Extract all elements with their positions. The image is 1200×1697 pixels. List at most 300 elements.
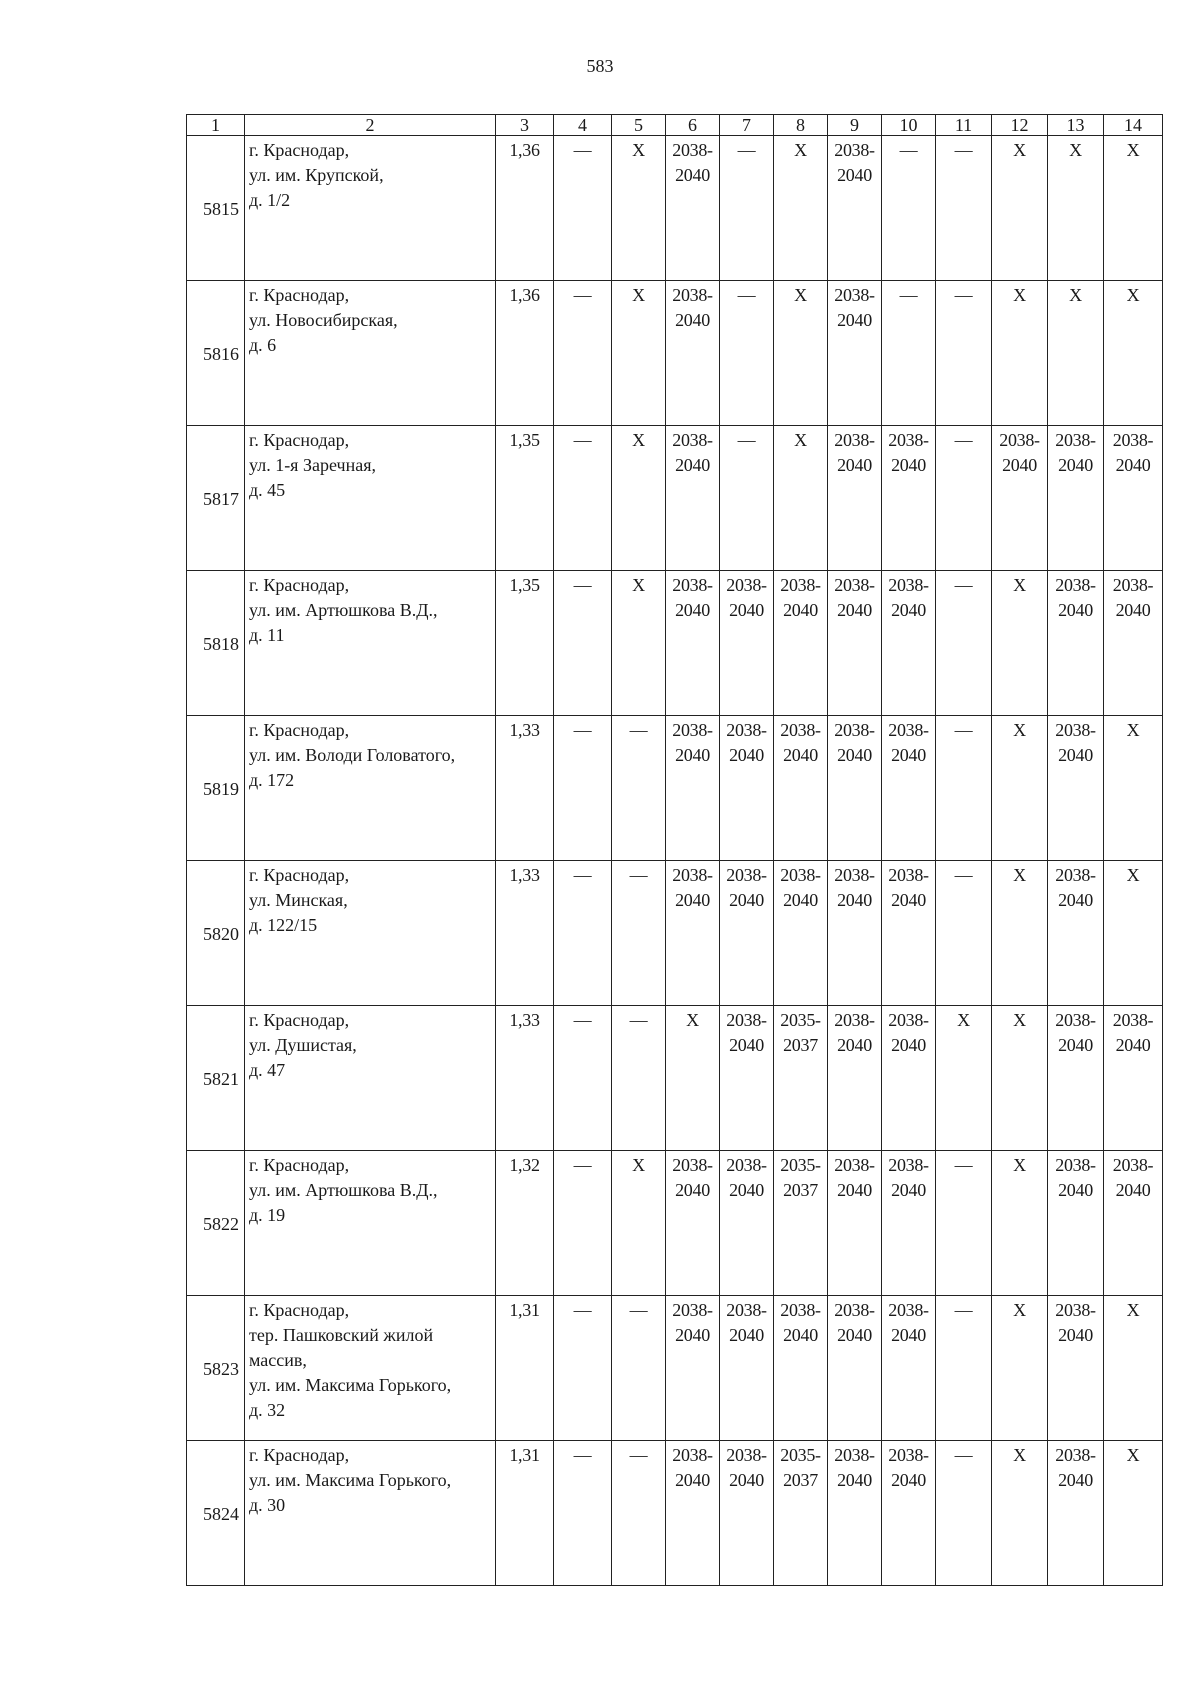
value-line: 2038-: [726, 865, 767, 885]
value-line: 1,36: [509, 285, 540, 305]
value-line: X: [1126, 1445, 1140, 1465]
address-line: г. Краснодар,: [249, 865, 350, 885]
value-cell: [828, 1151, 882, 1296]
value-line: X: [632, 1155, 645, 1175]
value-line: 2040: [891, 745, 926, 765]
value-cell: [496, 426, 554, 571]
value-cell: [666, 1296, 720, 1441]
value-line: 2038-: [672, 720, 713, 740]
value-cell: [992, 1151, 1048, 1296]
value-line: —: [573, 720, 592, 740]
value-line: 2038-: [672, 140, 713, 160]
value-cell: [666, 281, 720, 426]
value-cell: [720, 1441, 774, 1586]
address-line: ул. им. Максима Горького,: [249, 1470, 452, 1490]
value-cell: [496, 571, 554, 716]
value-line: 2040: [891, 1325, 926, 1345]
value-line: X: [1069, 285, 1082, 305]
value-cell: [936, 861, 992, 1006]
value-cell: [720, 136, 774, 281]
value-line: 2037: [783, 1180, 818, 1200]
value-cell: [1048, 571, 1104, 716]
value-cell: [554, 1441, 612, 1586]
address-line: д. 32: [249, 1400, 286, 1420]
column-header: 9: [828, 115, 882, 136]
value-cell: [992, 1006, 1048, 1151]
value-line: —: [954, 1155, 973, 1175]
value-line: X: [1013, 1010, 1026, 1030]
value-line: —: [954, 865, 973, 885]
column-header: 5: [612, 115, 666, 136]
value-cell: [666, 1441, 720, 1586]
value-line: 2040: [891, 600, 926, 620]
value-line: X: [1013, 865, 1026, 885]
table-body: [187, 136, 1163, 1586]
value-cell: [774, 426, 828, 571]
value-cell: [936, 1006, 992, 1151]
address-line: г. Краснодар,: [249, 1010, 350, 1030]
value-line: X: [1126, 720, 1140, 740]
address-line: д. 172: [249, 770, 295, 790]
value-line: 2038-: [888, 865, 929, 885]
column-header: 13: [1048, 115, 1104, 136]
value-line: 2038-: [780, 865, 821, 885]
value-line: 1,32: [509, 1155, 540, 1175]
value-line: —: [737, 430, 756, 450]
table-row: [187, 716, 1163, 861]
value-line: 2038-: [1112, 1010, 1154, 1030]
value-cell: [774, 716, 828, 861]
row-number: 5817: [187, 426, 245, 571]
value-line: 2040: [729, 1035, 764, 1055]
value-line: 2040: [675, 1470, 710, 1490]
value-cell: [554, 1296, 612, 1441]
value-cell: [720, 1006, 774, 1151]
value-line: 2040: [783, 890, 818, 910]
value-cell: [1048, 716, 1104, 861]
value-line: 2040: [783, 600, 818, 620]
address-line: г. Краснодар,: [249, 720, 350, 740]
column-header: 11: [936, 115, 992, 136]
value-cell: [612, 1006, 666, 1151]
value-cell: [936, 136, 992, 281]
value-line: 2037: [783, 1470, 818, 1490]
value-cell: [828, 861, 882, 1006]
value-cell: [936, 1441, 992, 1586]
address-line: ул. им. Артюшкова В.Д.,: [249, 1180, 438, 1200]
value-line: 2038-: [726, 1155, 767, 1175]
value-line: 1,33: [509, 720, 540, 740]
value-cell: [1104, 281, 1163, 426]
value-line: 2038-: [672, 865, 713, 885]
value-cell: [882, 571, 936, 716]
value-line: 2040: [675, 455, 710, 475]
value-line: —: [899, 285, 918, 305]
value-cell: [554, 861, 612, 1006]
value-cell: [774, 281, 828, 426]
value-cell: [496, 1151, 554, 1296]
value-line: 2038-: [888, 1300, 929, 1320]
value-cell: [828, 1441, 882, 1586]
value-cell: [828, 281, 882, 426]
value-line: —: [737, 140, 756, 160]
value-cell: [720, 861, 774, 1006]
value-cell: [936, 426, 992, 571]
address-line: ул. им. Володи Головатого,: [249, 745, 456, 765]
value-line: 2040: [675, 890, 710, 910]
value-line: 2040: [1115, 455, 1151, 475]
value-line: 2040: [1002, 455, 1037, 475]
value-line: X: [632, 575, 645, 595]
value-cell: [496, 861, 554, 1006]
address-line: тер. Пашковский жилой: [249, 1325, 434, 1345]
value-line: 2038-: [834, 430, 875, 450]
value-cell: [612, 136, 666, 281]
address-cell: [245, 1151, 496, 1296]
value-cell: [992, 1296, 1048, 1441]
value-line: —: [573, 430, 592, 450]
value-line: 2040: [675, 310, 710, 330]
value-line: X: [1013, 1300, 1026, 1320]
table-row: [187, 1441, 1163, 1586]
value-line: —: [573, 140, 592, 160]
value-line: 2040: [837, 455, 872, 475]
value-line: 2040: [675, 745, 710, 765]
row-number: 5823: [187, 1296, 245, 1441]
value-cell: [554, 281, 612, 426]
value-cell: [496, 1441, 554, 1586]
value-line: X: [1013, 575, 1026, 595]
value-cell: [774, 1151, 828, 1296]
value-line: 1,33: [509, 865, 540, 885]
value-line: —: [899, 140, 918, 160]
value-line: 2038-: [1055, 1300, 1096, 1320]
value-line: X: [1013, 1445, 1026, 1465]
address-line: д. 122/15: [249, 915, 318, 935]
value-cell: [1104, 1441, 1163, 1586]
table-row: [187, 1006, 1163, 1151]
value-line: 2038-: [834, 575, 875, 595]
value-cell: [936, 281, 992, 426]
value-line: 2038-: [1055, 1155, 1096, 1175]
value-line: 2038-: [726, 1445, 767, 1465]
value-line: 2038-: [834, 140, 875, 160]
address-line: ул. Новосибирская,: [249, 310, 398, 330]
value-line: —: [954, 720, 973, 740]
value-line: 2040: [1058, 1325, 1093, 1345]
value-line: 1,33: [509, 1010, 540, 1030]
address-line: г. Краснодар,: [249, 285, 350, 305]
value-line: 2040: [1058, 745, 1093, 765]
column-header: 4: [554, 115, 612, 136]
value-line: —: [573, 1010, 592, 1030]
address-line: г. Краснодар,: [249, 575, 350, 595]
address-line: г. Краснодар,: [249, 1445, 350, 1465]
value-cell: [1048, 426, 1104, 571]
value-cell: [992, 281, 1048, 426]
value-cell: [612, 1151, 666, 1296]
value-line: 1,35: [509, 430, 540, 450]
address-cell: [245, 136, 496, 281]
value-cell: [882, 716, 936, 861]
value-cell: [496, 136, 554, 281]
value-line: 2038-: [888, 1155, 929, 1175]
value-line: —: [737, 285, 756, 305]
value-line: 2040: [891, 1035, 926, 1055]
value-cell: [554, 1006, 612, 1151]
value-line: 2040: [837, 1470, 872, 1490]
value-line: 2040: [891, 455, 926, 475]
address-line: г. Краснодар,: [249, 1300, 350, 1320]
value-cell: [774, 1296, 828, 1441]
address-line: д. 47: [249, 1060, 286, 1080]
header-row: [187, 115, 1163, 136]
value-line: 2035-: [780, 1155, 821, 1175]
value-cell: [882, 861, 936, 1006]
address-line: д. 1/2: [249, 190, 291, 210]
value-line: 2035-: [780, 1010, 821, 1030]
row-number: 5821: [187, 1006, 245, 1151]
table-row: [187, 861, 1163, 1006]
value-line: 1,31: [509, 1445, 540, 1465]
value-cell: [936, 571, 992, 716]
value-cell: [496, 1006, 554, 1151]
value-cell: [992, 136, 1048, 281]
value-line: 2040: [675, 165, 710, 185]
value-line: —: [954, 575, 973, 595]
address-line: д. 45: [249, 480, 286, 500]
value-line: 2040: [1058, 1180, 1093, 1200]
value-cell: [828, 1296, 882, 1441]
value-cell: [774, 571, 828, 716]
value-cell: [1048, 1441, 1104, 1586]
value-cell: [992, 571, 1048, 716]
value-line: 2040: [729, 600, 764, 620]
value-cell: [1048, 861, 1104, 1006]
value-line: 2038-: [1112, 430, 1154, 450]
value-line: 2038-: [1112, 575, 1154, 595]
value-line: X: [794, 285, 807, 305]
value-line: 2038-: [672, 430, 713, 450]
value-cell: [774, 1441, 828, 1586]
value-cell: [612, 1296, 666, 1441]
value-cell: [1104, 1151, 1163, 1296]
value-cell: [612, 1441, 666, 1586]
value-line: 2038-: [780, 1300, 821, 1320]
value-line: —: [954, 430, 973, 450]
address-line: ул. им. Артюшкова В.Д.,: [249, 600, 438, 620]
value-cell: [666, 1006, 720, 1151]
value-cell: [1104, 571, 1163, 716]
value-line: 2038-: [999, 430, 1040, 450]
value-cell: [496, 281, 554, 426]
value-line: 2038-: [834, 1010, 875, 1030]
value-cell: [774, 861, 828, 1006]
value-line: —: [954, 1300, 973, 1320]
address-cell: [245, 1441, 496, 1586]
value-line: 2038-: [888, 1010, 929, 1030]
value-cell: [882, 426, 936, 571]
value-cell: [774, 1006, 828, 1151]
value-line: 2040: [1115, 1180, 1151, 1200]
address-cell: [245, 716, 496, 861]
value-line: X: [1126, 140, 1140, 160]
value-line: —: [954, 285, 973, 305]
value-cell: [936, 1296, 992, 1441]
value-line: 2038-: [672, 1445, 713, 1465]
value-line: 2040: [675, 600, 710, 620]
value-line: 2040: [1115, 600, 1151, 620]
value-line: 2040: [1058, 1035, 1093, 1055]
value-line: —: [629, 1300, 648, 1320]
value-line: 2038-: [780, 720, 821, 740]
value-cell: [612, 571, 666, 716]
value-line: —: [573, 575, 592, 595]
value-line: 2040: [729, 1325, 764, 1345]
value-line: 2040: [837, 600, 872, 620]
value-line: 2038-: [672, 285, 713, 305]
value-line: X: [1126, 865, 1140, 885]
value-line: 2038-: [726, 1300, 767, 1320]
value-cell: [828, 426, 882, 571]
value-cell: [720, 1296, 774, 1441]
value-line: 2040: [837, 1325, 872, 1345]
value-cell: [720, 571, 774, 716]
row-number: 5816: [187, 281, 245, 426]
value-line: X: [686, 1010, 699, 1030]
address-line: г. Краснодар,: [249, 140, 350, 160]
value-line: 2038-: [672, 1155, 713, 1175]
page-number: 583: [586, 56, 614, 76]
value-cell: [720, 1151, 774, 1296]
value-line: 2038-: [834, 1300, 875, 1320]
value-line: 2040: [891, 890, 926, 910]
value-line: —: [573, 1445, 592, 1465]
value-cell: [882, 1151, 936, 1296]
value-cell: [554, 716, 612, 861]
value-line: 2038-: [672, 575, 713, 595]
value-cell: [666, 861, 720, 1006]
value-cell: [666, 571, 720, 716]
value-cell: [936, 716, 992, 861]
value-line: X: [794, 430, 807, 450]
value-line: 2040: [729, 890, 764, 910]
value-line: X: [1069, 140, 1082, 160]
value-cell: [828, 136, 882, 281]
row-number: 5824: [187, 1441, 245, 1586]
address-cell: [245, 1006, 496, 1151]
column-header: 3: [496, 115, 554, 136]
value-cell: [882, 281, 936, 426]
value-line: 2037: [783, 1035, 818, 1055]
value-line: 2040: [675, 1180, 710, 1200]
address-line: г. Краснодар,: [249, 430, 350, 450]
value-cell: [828, 571, 882, 716]
value-line: —: [629, 720, 648, 740]
address-cell: [245, 426, 496, 571]
value-cell: [666, 136, 720, 281]
value-cell: [554, 136, 612, 281]
data-table: [186, 114, 1163, 1586]
value-line: 2038-: [1055, 1445, 1096, 1465]
column-header: 7: [720, 115, 774, 136]
value-line: X: [794, 140, 807, 160]
value-cell: [1104, 1296, 1163, 1441]
value-cell: [774, 136, 828, 281]
value-line: X: [1013, 720, 1026, 740]
value-line: 2040: [837, 745, 872, 765]
value-line: 2040: [891, 1470, 926, 1490]
address-line: ул. 1-я Заречная,: [249, 455, 376, 475]
value-line: X: [1013, 1155, 1026, 1175]
value-line: 2040: [837, 165, 872, 185]
address-line: д. 6: [249, 335, 277, 355]
value-line: 2038-: [726, 720, 767, 740]
value-line: X: [1126, 1300, 1140, 1320]
value-line: —: [954, 1445, 973, 1465]
address-line: г. Краснодар,: [249, 1155, 350, 1175]
value-line: 2040: [783, 1325, 818, 1345]
address-line: д. 30: [249, 1495, 286, 1515]
value-line: 2038-: [780, 575, 821, 595]
value-cell: [720, 716, 774, 861]
address-line: ул. Душистая,: [249, 1035, 357, 1055]
value-cell: [1048, 136, 1104, 281]
address-line: д. 11: [249, 625, 285, 645]
value-cell: [1104, 426, 1163, 571]
value-line: —: [629, 1010, 648, 1030]
value-line: 2040: [675, 1325, 710, 1345]
value-cell: [612, 861, 666, 1006]
value-line: X: [1126, 285, 1140, 305]
table-row: [187, 281, 1163, 426]
address-line: массив,: [249, 1350, 307, 1370]
value-line: 2038-: [1055, 1010, 1096, 1030]
value-line: 2038-: [888, 720, 929, 740]
value-line: —: [573, 865, 592, 885]
value-line: X: [632, 140, 645, 160]
value-line: 2040: [837, 1035, 872, 1055]
value-cell: [882, 1296, 936, 1441]
value-line: 1,35: [509, 575, 540, 595]
value-cell: [1104, 716, 1163, 861]
value-cell: [612, 281, 666, 426]
address-line: ул. Минская,: [249, 890, 348, 910]
value-cell: [882, 1006, 936, 1151]
value-line: 1,36: [509, 140, 540, 160]
column-header: 2: [245, 115, 496, 136]
value-cell: [1104, 861, 1163, 1006]
value-cell: [1104, 1006, 1163, 1151]
address-line: ул. им. Максима Горького,: [249, 1375, 452, 1395]
value-line: 2038-: [834, 720, 875, 740]
column-header: 10: [882, 115, 936, 136]
value-cell: [1048, 281, 1104, 426]
row-number: 5820: [187, 861, 245, 1006]
table-row: [187, 136, 1163, 281]
value-cell: [1048, 1006, 1104, 1151]
value-line: 2038-: [726, 1010, 767, 1030]
value-line: 2040: [1058, 455, 1093, 475]
value-line: 2040: [837, 1180, 872, 1200]
value-cell: [936, 1151, 992, 1296]
value-line: 2040: [783, 745, 818, 765]
table-row: [187, 1296, 1163, 1441]
value-cell: [1048, 1296, 1104, 1441]
row-number: 5822: [187, 1151, 245, 1296]
value-cell: [666, 426, 720, 571]
table-row: [187, 426, 1163, 571]
